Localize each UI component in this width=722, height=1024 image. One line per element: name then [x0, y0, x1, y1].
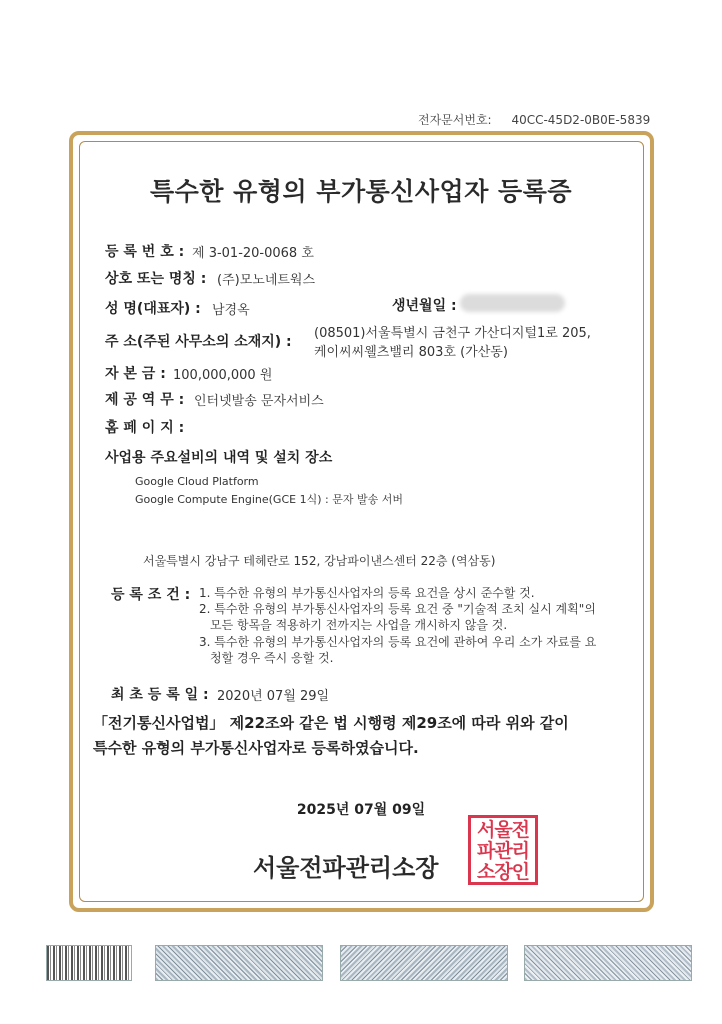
condition-3a: 3. 특수한 유형의 부가통신사업자의 등록 요건에 관하여 우리 소가 자료를 요	[199, 635, 597, 649]
rep-value: 남경옥	[212, 303, 250, 318]
doc-number-value: 40CC-45D2-0B0E-5839	[511, 113, 651, 127]
service-label: 제 공 역 무 :	[105, 392, 185, 408]
electronic-doc-number	[418, 111, 650, 128]
statement-line1: 「전기통신사업법」 제22조와 같은 법 시행령 제29조에 따라 위와 같이	[93, 714, 569, 732]
condition-2a: 2. 특수한 유형의 부가통신사업자의 등록 요건 중 "기술적 조치 실시 계획"의	[199, 602, 596, 616]
conditions-label: 등 록 조 건 :	[111, 587, 191, 603]
company-value: (주)모노네트웍스	[217, 273, 316, 288]
birth-label: 생년월일 :	[392, 298, 457, 314]
doc-number-label: 전자문서번호:	[418, 113, 492, 127]
service-value: 인터넷발송 문자서비스	[194, 394, 324, 409]
reg-no-value: 제 3-01-20-0068 호	[192, 246, 314, 261]
issue-date: 2025년 07월 09일	[296, 802, 426, 818]
address-label: 주 소(주된 사무소의 소재지) :	[105, 334, 292, 350]
first-reg-value: 2020년 07월 29일	[217, 689, 330, 704]
document-barcode-4	[524, 945, 692, 981]
birthdate-redaction	[460, 294, 565, 312]
address-line2: 케이씨씨웰츠밸리 803호 (가산동)	[314, 345, 508, 360]
rep-label: 성 명(대표자) :	[105, 301, 201, 317]
equipment-heading: 사업용 주요설비의 내역 및 설치 장소	[105, 450, 333, 466]
document-barcode-1	[46, 945, 132, 981]
equipment-line2: Google Compute Engine(GCE 1식) : 문자 발송 서버	[135, 493, 403, 506]
reg-no-label: 등 록 번 호 :	[105, 244, 185, 260]
issuer-name: 서울전파관리소장	[253, 854, 439, 882]
certificate-title: 특수한 유형의 부가통신사업자 등록증	[149, 177, 572, 206]
document-barcode-2	[155, 945, 323, 981]
capital-value: 100,000,000 원	[173, 368, 273, 383]
document-barcode-3	[340, 945, 508, 981]
first-reg-label: 최 초 등 록 일 :	[111, 687, 209, 703]
condition-2b: 모든 항목을 적용하기 전까지는 사업을 개시하지 않을 것.	[210, 618, 508, 632]
capital-label: 자 본 금 :	[105, 366, 166, 382]
seal-row-2: 파관리	[476, 840, 530, 862]
condition-1: 1. 특수한 유형의 부가통신사업자의 등록 요건을 상시 준수할 것.	[199, 586, 535, 600]
address-line1: (08501)서울특별시 금천구 가산디지털1로 205,	[314, 326, 591, 341]
homepage-label: 홈 페 이 지 :	[105, 420, 185, 436]
equipment-line1: Google Cloud Platform	[135, 475, 259, 488]
official-seal	[468, 815, 538, 885]
equipment-location: 서울특별시 강남구 테헤란로 152, 강남파이낸스센터 22층 (역삼동)	[143, 554, 496, 568]
statement-line2: 특수한 유형의 부가통신사업자로 등록하였습니다.	[93, 739, 419, 757]
seal-row-1: 서울전	[476, 819, 530, 841]
seal-row-3: 소장인	[476, 861, 530, 883]
company-label: 상호 또는 명칭 :	[105, 271, 207, 287]
condition-3b: 청할 경우 즉시 응할 것.	[210, 651, 334, 665]
